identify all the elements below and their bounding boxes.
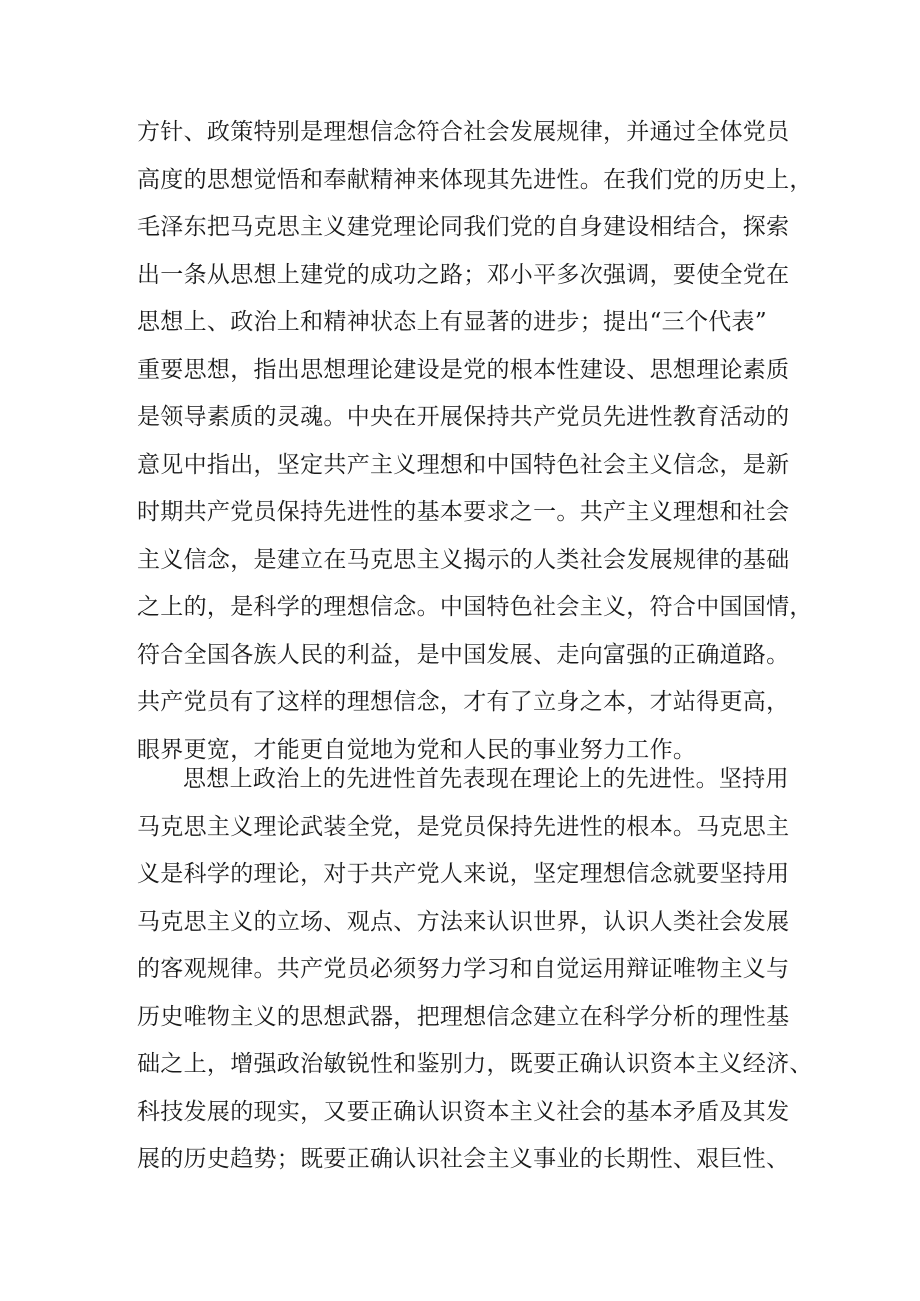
text-line: 马克思主义理论武装全党，是党员保持先进性的根本。马克思主 xyxy=(137,813,790,840)
text-line: 思想上、政治上和精神状态上有显著的进步；提出“三个代表” xyxy=(137,309,767,335)
text-line: 重要思想，指出思想理论建设是党的根本性建设、思想理论素质 xyxy=(137,356,790,383)
text-line: 方针、政策特别是理想信念符合社会发展规律，并通过全体党员 xyxy=(137,119,790,145)
text-line: 的客观规律。共产党员必须努力学习和自觉运用辩证唯物主义与 xyxy=(137,956,790,982)
text-line: 展的历史趋势；既要正确认识社会主义事业的长期性、艰巨性、 xyxy=(137,1146,790,1172)
paragraph-2 xyxy=(137,756,837,1184)
text-line: 时期共产党员保持先进性的基本要求之一。共产主义理想和社会 xyxy=(137,499,790,525)
text-line: 出一条从思想上建党的成功之路；邓小平多次强调，要使全党在 xyxy=(137,261,790,288)
text-line: 思想上政治上的先进性首先表现在理论上的先进性。坚持用 xyxy=(183,766,789,792)
text-line: 高度的思想觉悟和奉献精神来体现其先进性。在我们党的历史上， xyxy=(137,166,813,193)
text-line: 符合全国各族人民的利益，是中国发展、走向富强的正确道路。 xyxy=(137,641,790,668)
text-line: 是领导素质的灵魂。中央在开展保持共产党员先进性教育活动的 xyxy=(137,404,790,430)
text-line: 马克思主义的立场、观点、方法来认识世界，认识人类社会发展 xyxy=(137,908,790,935)
text-line: 毛泽东把马克思主义建党理论同我们党的自身建设相结合，探索 xyxy=(137,214,790,240)
text-line: 科技发展的现实，又要正确认识资本主义社会的基本矛盾及其发 xyxy=(137,1098,790,1125)
text-line: 义是科学的理论，对于共产党人来说，坚定理想信念就要坚持用 xyxy=(137,861,790,887)
text-line: 之上的，是科学的理想信念。中国特色社会主义，符合中国国情， xyxy=(137,594,813,620)
text-line: 主义信念，是建立在马克思主义揭示的人类社会发展规律的基础 xyxy=(137,546,790,573)
text-line: 意见中指出，坚定共产主义理想和中国特色社会主义信念，是新 xyxy=(137,451,790,478)
text-line: 眼界更宽，才能更自觉地为党和人民的事业努力工作。 xyxy=(137,736,697,763)
text-line: 共产党员有了这样的理想信念，才有了立身之本，才站得更高， xyxy=(137,689,790,715)
text-line: 历史唯物主义的思想武器，把理想信念建立在科学分析的理性基 xyxy=(137,1003,790,1030)
paragraph-1 xyxy=(137,109,837,774)
text-line: 础之上，增强政治敏锐性和鉴别力，既要正确认识资本主义经济、 xyxy=(137,1051,813,1077)
